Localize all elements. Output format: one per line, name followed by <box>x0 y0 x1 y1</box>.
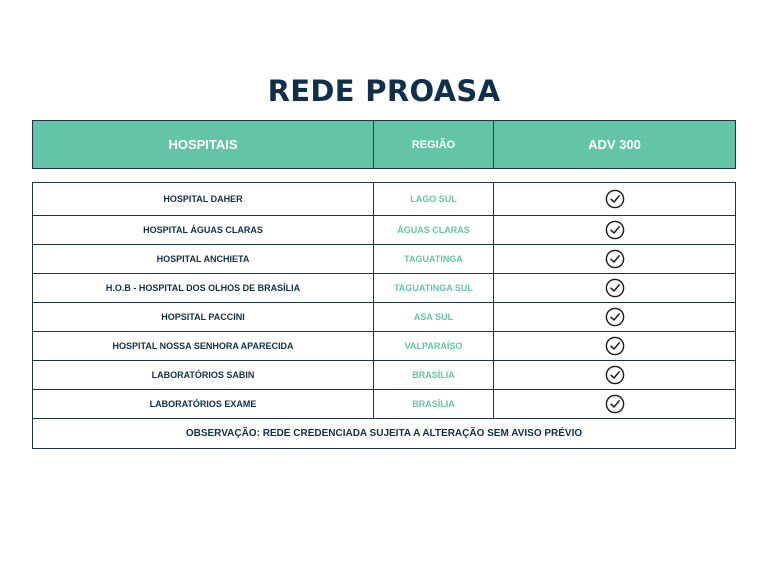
header-regiao: REGIÃO <box>373 121 493 168</box>
check-circle-icon <box>605 220 625 240</box>
region-name: LAGO SUL <box>373 183 493 215</box>
region-name: BRASÍLIA <box>373 390 493 418</box>
header-hospitais: HOSPITAIS <box>168 137 238 152</box>
table-row <box>33 183 735 215</box>
table-row <box>33 273 735 302</box>
check-circle-icon <box>605 189 625 209</box>
coverage-cell <box>493 390 735 418</box>
check-circle-icon <box>605 278 625 298</box>
table-row <box>33 389 735 418</box>
hospital-name: HOSPITAL NOSSA SENHORA APARECIDA <box>112 341 294 351</box>
hospital-name: H.O.B - HOSPITAL DOS OLHOS DE BRASÍLIA <box>105 283 301 293</box>
region-name: BRASÍLIA <box>373 361 493 389</box>
observation-note: OBSERVAÇÃO: REDE CREDENCIADA SUJEITA A ALTERAÇÃO SEM AVISO PRÉVIO <box>33 418 735 448</box>
hospital-name: LABORATÓRIOS SABIN <box>151 370 255 380</box>
check-circle-icon <box>605 336 625 356</box>
table-header <box>32 120 736 169</box>
region-name: VALPARAÍSO <box>373 332 493 360</box>
region-name: TAGUATINGA <box>373 245 493 273</box>
check-circle-icon <box>605 307 625 327</box>
check-circle-icon <box>605 365 625 385</box>
coverage-cell <box>493 216 735 244</box>
hospital-name: HOPSITAL PACCINI <box>161 312 245 322</box>
table-row <box>33 360 735 389</box>
coverage-cell <box>493 361 735 389</box>
hospital-name: HOSPITAL ÁGUAS CLARAS <box>143 225 263 235</box>
check-circle-icon <box>605 394 625 414</box>
table-row <box>33 331 735 360</box>
table-row <box>33 302 735 331</box>
region-name: ÁGUAS CLARAS <box>373 216 493 244</box>
table-row <box>33 215 735 244</box>
hospital-name: HOSPITAL DAHER <box>163 194 243 204</box>
region-name: TAGUATINGA SUL <box>373 274 493 302</box>
page-title: REDE PROASA <box>267 74 501 108</box>
coverage-cell <box>493 183 735 215</box>
table-row <box>33 244 735 273</box>
coverage-cell <box>493 245 735 273</box>
coverage-cell <box>493 274 735 302</box>
header-plano: ADV 300 <box>493 121 735 168</box>
coverage-cell <box>493 332 735 360</box>
check-circle-icon <box>605 249 625 269</box>
coverage-cell <box>493 303 735 331</box>
region-name: ASA SUL <box>373 303 493 331</box>
network-table <box>32 182 736 449</box>
hospital-name: HOSPITAL ANCHIETA <box>156 254 250 264</box>
hospital-name: LABORATÓRIOS EXAME <box>149 399 257 409</box>
